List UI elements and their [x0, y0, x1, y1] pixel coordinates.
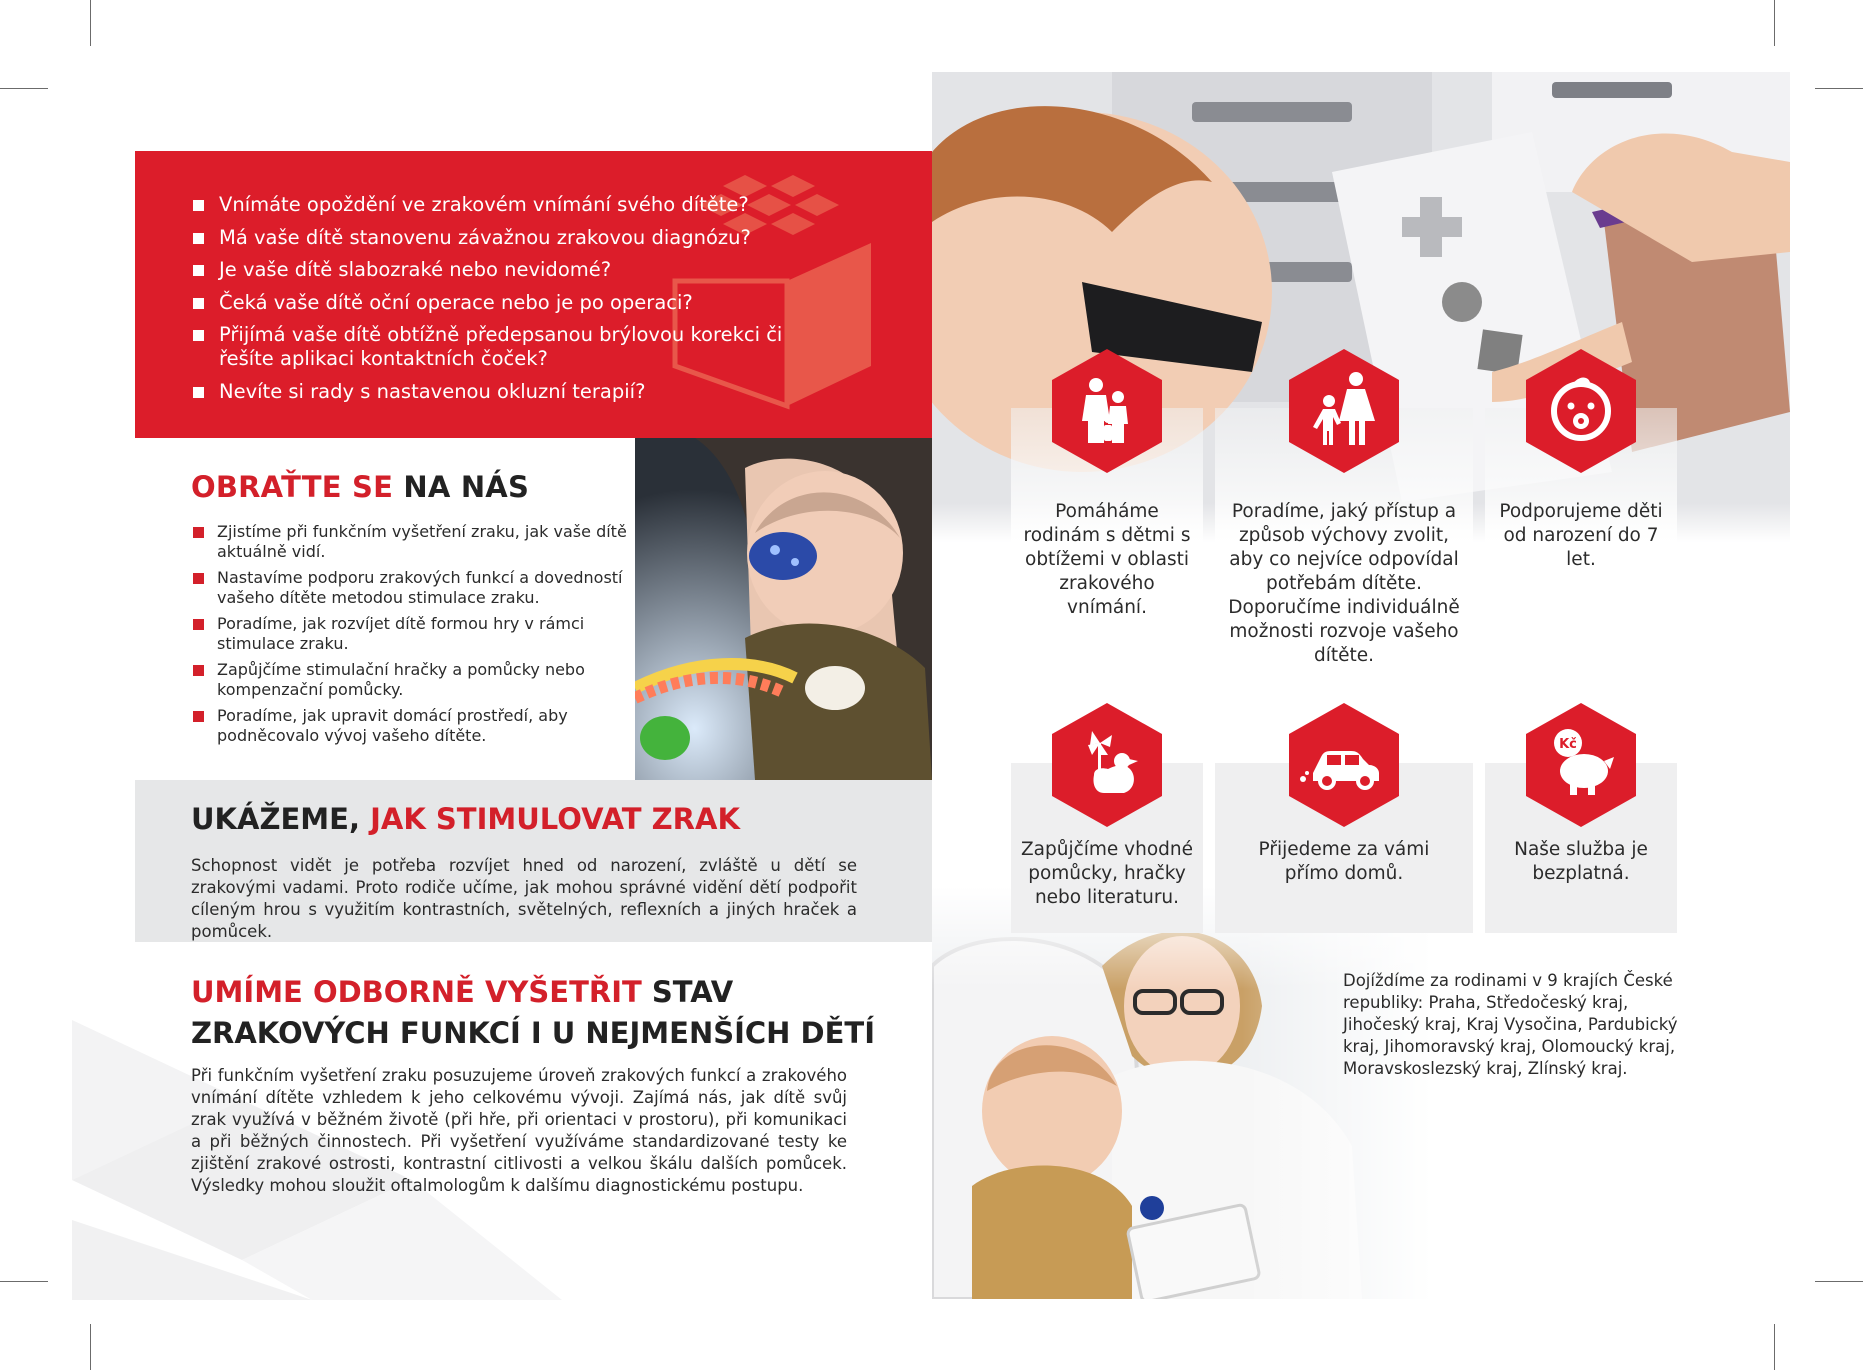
stimulate-section [135, 780, 932, 942]
list-item: Nevíte si rady s nastavenou okluzní terapií? [193, 380, 833, 404]
list-item: Má vaše dítě stanovenu závažnou zrakovou diagnózu? [193, 226, 833, 250]
service-text: Poradíme, jaký přístup a způsob výchovy zvolit, aby co nejvíce odpovídal potřebám dítěte. Doporučíme individuálně možnosti rozvoje vašeho dítěte. [1228, 501, 1460, 666]
crop-mark [0, 88, 48, 89]
exam-heading [191, 972, 891, 1054]
list-item: Čeká vaše dítě oční operace nebo je po operaci? [193, 291, 833, 315]
intro-questions-box [135, 151, 932, 438]
crop-mark [1774, 1324, 1775, 1370]
service-text: Zapůjčíme vhodné pomůcky, hračky nebo literaturu. [1020, 839, 1194, 908]
crop-mark [90, 1324, 91, 1370]
baby-eye-patch-photo [635, 438, 932, 780]
stimulate-heading [191, 802, 740, 836]
list-item: Nastavíme podporu zrakových funkcí a dovedností vašeho dítěte metodou stimulace zraku. [191, 568, 631, 607]
contact-heading-red: OBRAŤTE SE [191, 470, 394, 504]
baby-with-therapist-photo [932, 886, 1432, 1299]
parent-child-icon [1289, 349, 1399, 473]
list-item: Zapůjčíme stimulační hračky a pomůcky nebo kompenzační pomůcky. [191, 660, 631, 699]
stimulate-text: Schopnost vidět je potřeba rozvíjet hned od narození, zvláště u dětí se zrakovými vadami. Proto rodiče učíme, jak mohou správné vidění dětí podpořit cíleným hrou s využitím kontrastních, světelných, reflexních a jiných hraček a pomůcek. [191, 856, 857, 941]
list-item: Zjistíme při funkčním vyšetření zraku, jak vaše dítě aktuálně vidí. [191, 522, 631, 561]
exam-text: Při funkčním vyšetření zraku posuzujeme úroveň zrakových funkcí a zrakového vnímání dítěte vzhledem k jeho celkovému vývoji. Zajímá nás, jak dítě svůj zrak využívá v běžném životě (při hře, při orientaci v prostoru), při komunikaci a při běžných činnostech. Při vyšetření využíváme standardizované testy ke zjištění zrakové ostrosti, kontrastní citlivosti a velkou škálu dalších pomůcek. Výsledky mohou sloužit oftalmologům k dalšímu diagnostickému postupu. [191, 1066, 847, 1195]
service-text: Přijedeme za vámi přímo domů. [1258, 839, 1430, 884]
list-item: Poradíme, jak rozvíjet dítě formou hry v rámci stimulace zraku. [191, 614, 631, 653]
list-item: Přijímá vaše dítě obtížně předepsanou brýlovou korekci či řešíte aplikaci kontaktních čoček? [193, 323, 833, 371]
contact-list [191, 522, 631, 752]
list-item: Je vaše dítě slabozraké nebo nevidomé? [193, 258, 833, 282]
baby-face-icon [1526, 349, 1636, 473]
stimulate-heading-dark: UKÁŽEME, [191, 802, 360, 836]
stimulate-heading-red: JAK STIMULOVAT ZRAK [370, 802, 740, 836]
exam-heading-red: UMÍME ODBORNĚ VYŠETŘIT [191, 975, 642, 1009]
crop-mark [1815, 1281, 1863, 1282]
intro-question-list [193, 193, 833, 412]
car-icon [1289, 703, 1399, 827]
crop-mark [90, 0, 91, 46]
crop-mark [0, 1281, 48, 1282]
family-icon [1052, 349, 1162, 473]
service-text: Pomáháme rodinám s dětmi s obtížemi v oblasti zrakového vnímání. [1023, 501, 1191, 618]
contact-heading [191, 470, 529, 504]
service-text: Naše služba je bezplatná. [1514, 839, 1648, 884]
list-item: Poradíme, jak upravit domácí prostředí, aby podněcovalo vývoj vašeho dítěte. [191, 706, 631, 745]
toys-icon [1052, 703, 1162, 827]
piggy-bank-icon [1526, 703, 1636, 827]
currency-label: Kč [1559, 737, 1577, 752]
service-text: Podporujeme děti od narození do 7 let. [1499, 501, 1663, 570]
crop-mark [1815, 88, 1863, 89]
exam-heading-dark-1: STAV [651, 975, 734, 1009]
crop-mark [1774, 0, 1775, 46]
travel-regions-text: Dojíždíme za rodinami v 9 krajích České republiky: Praha, Středočeský kraj, Jihočeský kraj, Kraj Vysočina, Pardubický kraj, Jihomoravský kraj, Olomoucký kraj, Moravskoslezský kraj, Zlínský kraj. [1343, 971, 1678, 1078]
contact-heading-dark: NA NÁS [403, 470, 530, 504]
list-item: Vnímáte opoždění ve zrakovém vnímání svého dítěte? [193, 193, 833, 217]
exam-heading-dark-2: ZRAKOVÝCH FUNKCÍ I U NEJMENŠÍCH DĚTÍ [191, 1016, 875, 1050]
